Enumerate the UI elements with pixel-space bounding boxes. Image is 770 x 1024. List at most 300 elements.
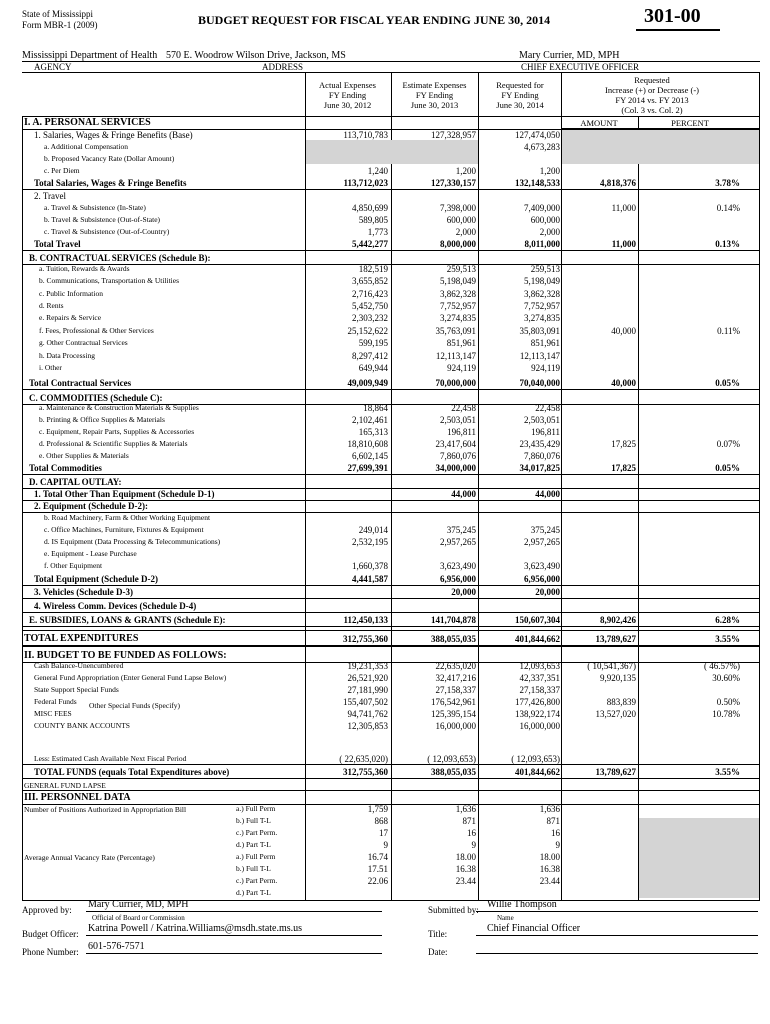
actual-cell[interactable]: 165,313 <box>358 427 388 437</box>
col-estimate-head: Estimate Expenses FY Ending June 30, 2013 <box>402 80 467 110</box>
row-label: Total Salaries, Wages & Fringe Benefits <box>34 178 187 188</box>
actual-cell[interactable]: 4,850,699 <box>352 203 388 213</box>
change-percent-cell[interactable]: 6.28% <box>715 615 740 625</box>
estimate-cell[interactable]: 7,398,000 <box>440 203 476 213</box>
estimate-cell[interactable]: 22,458 <box>451 403 476 413</box>
date-label: Date: <box>428 947 448 957</box>
row-label: Federal Funds <box>34 697 77 706</box>
submitted-by-value[interactable]: Willie Thompson <box>487 899 557 910</box>
change-percent-cell[interactable]: 3.55% <box>715 767 740 777</box>
page-title: BUDGET REQUEST FOR FISCAL YEAR ENDING JUNE 30, 2014 <box>198 13 551 27</box>
row-label: e. Repairs & Service <box>39 313 102 322</box>
actual-cell[interactable]: 155,407,502 <box>343 697 388 707</box>
table-row <box>0 238 770 250</box>
table-row <box>0 573 770 585</box>
personnel-sub-label: a.) Full Perm <box>236 804 276 813</box>
actual-cell[interactable]: 22.06 <box>367 876 388 886</box>
estimate-cell[interactable]: 32,417,216 <box>435 673 476 683</box>
table-row <box>0 337 770 349</box>
requested-cell[interactable]: 23,435,429 <box>519 439 560 449</box>
row-label: c. Equipment, Repair Parts, Supplies & Accessories <box>39 427 195 436</box>
row-label: c. Public Information <box>39 289 103 298</box>
estimate-cell[interactable]: 70,000,000 <box>435 378 476 388</box>
row-label: COUNTY BANK ACCOUNTS <box>34 721 130 730</box>
estimate-cell[interactable]: 600,000 <box>446 215 476 225</box>
change-percent-cell[interactable]: 10.78% <box>712 709 740 719</box>
estimate-cell[interactable]: 9 <box>471 840 476 850</box>
col-percent-head: PERCENT <box>671 118 709 128</box>
table-row <box>0 586 770 598</box>
table-row <box>0 288 770 300</box>
actual-cell[interactable]: 49,009,949 <box>347 378 388 388</box>
actual-cell[interactable]: 16.74 <box>367 852 388 862</box>
estimate-cell[interactable]: 16,000,000 <box>435 721 476 731</box>
requested-cell[interactable]: 5,198,049 <box>524 276 560 286</box>
requested-cell[interactable]: 12,113,147 <box>519 351 560 361</box>
change-amount-cell[interactable]: 13,789,627 <box>595 767 636 777</box>
table-row <box>0 275 770 287</box>
row-label: GENERAL FUND LAPSE <box>24 781 106 790</box>
vacancy-label: Average Annual Vacancy Rate (Percentage) <box>24 853 155 862</box>
table-row <box>0 536 770 548</box>
row-label: a. Travel & Subsistence (In-State) <box>44 203 146 212</box>
row-label: e. Equipment - Lease Purchase <box>44 549 137 558</box>
requested-cell[interactable]: 150,607,304 <box>515 615 560 625</box>
row-label: i. Other <box>39 363 62 372</box>
requested-cell[interactable]: 2,503,051 <box>524 415 560 425</box>
actual-cell[interactable]: 112,450,133 <box>343 615 388 625</box>
row-label: h. Data Processing <box>39 351 96 360</box>
estimate-cell[interactable]: 18.00 <box>455 852 476 862</box>
actual-cell[interactable]: 312,755,360 <box>343 634 388 644</box>
table-row <box>0 141 770 153</box>
change-amount-cell[interactable]: 11,000 <box>611 203 636 213</box>
estimate-cell[interactable]: 176,542,961 <box>431 697 476 707</box>
actual-cell[interactable]: 12,305,853 <box>347 721 388 731</box>
row-label: 3. Vehicles (Schedule D-3) <box>34 587 133 597</box>
row-label: Total Travel <box>34 239 81 249</box>
actual-cell[interactable]: 94,741,762 <box>347 709 388 719</box>
requested-cell[interactable]: 871 <box>546 816 560 826</box>
requested-cell[interactable]: 7,752,957 <box>524 301 560 311</box>
state-label: State of Mississippi <box>22 9 94 19</box>
actual-cell[interactable]: 868 <box>374 816 388 826</box>
col-amount-head: AMOUNT <box>580 118 618 128</box>
table-row <box>0 438 770 450</box>
estimate-cell[interactable]: 3,862,328 <box>440 289 476 299</box>
table-row <box>0 325 770 337</box>
other-special-funds-label: Other Special Funds (Specify) <box>89 701 181 710</box>
table-row <box>0 414 770 426</box>
row-label: III. PERSONNEL DATA <box>24 792 131 803</box>
change-amount-cell[interactable]: 17,825 <box>611 463 636 473</box>
row-label: 4. Wireless Comm. Devices (Schedule D-4) <box>34 601 197 611</box>
actual-cell[interactable]: 2,102,461 <box>352 415 388 425</box>
personnel-sub-label: b.) Full T-L <box>236 864 271 873</box>
actual-cell[interactable]: 312,755,360 <box>343 767 388 777</box>
row-label: TOTAL EXPENDITURES <box>24 633 139 644</box>
table-row <box>0 476 770 488</box>
requested-cell[interactable]: ( 12,093,653) <box>511 754 560 764</box>
change-percent-cell[interactable]: 0.05% <box>715 378 740 388</box>
requested-cell[interactable]: 3,623,490 <box>524 561 560 571</box>
personnel-sub-label: c.) Part Perm. <box>236 876 278 885</box>
change-amount-cell[interactable]: 40,000 <box>611 378 636 388</box>
col-change-head: Requested Increase (+) or Decrease (-) FY 2014 vs. FY 2013 (Col. 3 vs. Col. 2) <box>605 75 699 115</box>
requested-cell[interactable]: 177,426,800 <box>515 697 560 707</box>
estimate-cell[interactable]: 375,245 <box>446 525 476 535</box>
actual-cell[interactable]: 27,181,990 <box>347 685 388 695</box>
row-label: B. CONTRACTUAL SERVICES (Schedule B): <box>29 253 211 263</box>
estimate-cell[interactable]: 127,330,157 <box>431 178 476 188</box>
row-label: f. Fees, Professional & Other Services <box>39 326 154 335</box>
estimate-cell[interactable]: 8,000,000 <box>440 239 476 249</box>
requested-cell[interactable]: 1,636 <box>539 804 560 814</box>
actual-cell[interactable]: 589,805 <box>358 215 388 225</box>
row-label: Less: Estimated Cash Available Next Fiscal Period <box>34 754 187 763</box>
requested-cell[interactable]: 127,474,050 <box>515 130 560 140</box>
phone-value[interactable]: 601-576-7571 <box>88 941 145 952</box>
actual-cell[interactable]: 9 <box>383 840 388 850</box>
actual-cell[interactable]: 5,452,750 <box>352 301 388 311</box>
requested-cell[interactable]: 4,673,283 <box>524 142 560 152</box>
actual-cell[interactable]: 18,810,608 <box>347 439 388 449</box>
row-label: g. Other Contractual Services <box>39 338 128 347</box>
row-label: b. Travel & Subsistence (Out-of-State) <box>44 215 161 224</box>
change-amount-cell[interactable]: 13,527,020 <box>595 709 636 719</box>
approved-by-value[interactable]: Mary Currier, MD, MPH <box>88 899 189 910</box>
requested-cell[interactable]: 42,337,351 <box>519 673 560 683</box>
row-label: b. Communications, Transportation & Utilities <box>39 276 180 285</box>
col-actual-head: Actual Expenses FY Ending June 30, 2012 <box>319 80 376 110</box>
actual-cell[interactable]: 249,014 <box>358 525 388 535</box>
estimate-cell[interactable]: 871 <box>462 816 476 826</box>
row-label: D. CAPITAL OUTLAY: <box>29 477 122 487</box>
form-number: 301-00 <box>644 5 701 27</box>
change-percent-cell[interactable]: 0.50% <box>716 697 740 707</box>
estimate-cell[interactable]: 20,000 <box>451 587 476 597</box>
personnel-sub-label: d.) Part T-L <box>236 888 271 897</box>
row-label: Total Equipment (Schedule D-2) <box>34 574 158 584</box>
change-percent-cell[interactable]: 3.55% <box>715 634 740 644</box>
actual-cell[interactable]: 8,297,412 <box>352 351 388 361</box>
change-amount-cell[interactable]: 11,000 <box>611 239 636 249</box>
requested-cell[interactable]: 34,017,825 <box>519 463 560 473</box>
estimate-cell[interactable]: 5,198,049 <box>440 276 476 286</box>
actual-cell[interactable]: 2,716,423 <box>352 289 388 299</box>
table-row <box>0 117 770 129</box>
table-row <box>0 524 770 536</box>
personnel-sub-label: a.) Full Perm <box>236 852 276 861</box>
requested-cell[interactable]: 23.44 <box>539 876 560 886</box>
row-label: 2. Travel <box>34 191 67 201</box>
requested-cell[interactable]: 44,000 <box>535 489 560 499</box>
table-row <box>0 766 770 778</box>
requested-cell[interactable]: 3,274,835 <box>524 313 560 323</box>
row-label: e. Other Supplies & Materials <box>39 451 129 460</box>
requested-cell[interactable]: 132,148,533 <box>515 178 560 188</box>
actual-cell[interactable]: 6,602,145 <box>352 451 388 461</box>
actual-cell[interactable]: 649,944 <box>358 363 388 373</box>
requested-cell[interactable]: 851,961 <box>530 338 560 348</box>
requested-cell[interactable]: 259,513 <box>530 264 560 274</box>
actual-cell[interactable]: 25,152,622 <box>347 326 388 336</box>
requested-cell[interactable]: 12,093,653 <box>519 661 560 671</box>
estimate-cell[interactable]: 127,328,957 <box>431 130 476 140</box>
table-row <box>0 512 770 524</box>
change-amount-cell[interactable]: 13,789,627 <box>595 634 636 644</box>
estimate-cell[interactable]: 7,752,957 <box>440 301 476 311</box>
requested-cell[interactable]: 6,956,000 <box>524 574 560 584</box>
row-label: Total Contractual Services <box>29 378 132 388</box>
requested-cell[interactable]: 600,000 <box>530 215 560 225</box>
table-row <box>0 462 770 474</box>
actual-cell[interactable]: 2,303,232 <box>352 313 388 323</box>
estimate-cell[interactable]: 1,636 <box>455 804 476 814</box>
table-row <box>0 165 770 177</box>
row-label: MISC FEES <box>34 709 72 718</box>
requested-cell[interactable]: 70,040,000 <box>519 378 560 388</box>
estimate-cell[interactable]: 924,119 <box>447 363 476 373</box>
change-amount-cell[interactable]: 883,839 <box>606 697 636 707</box>
personnel-sub-label: c.) Part Perm. <box>236 828 278 837</box>
requested-cell[interactable]: 2,957,265 <box>524 537 560 547</box>
actual-cell[interactable]: 17.51 <box>367 864 388 874</box>
table-row <box>0 402 770 414</box>
table-row <box>0 426 770 438</box>
row-label: C. COMMODITIES (Schedule C): <box>29 393 163 403</box>
change-amount-cell[interactable]: 8,902,426 <box>600 615 636 625</box>
estimate-cell[interactable]: ( 12,093,653) <box>427 754 476 764</box>
table-row <box>0 450 770 462</box>
row-label: II. BUDGET TO BE FUNDED AS FOLLOWS: <box>24 650 227 661</box>
table-row <box>0 633 770 645</box>
official-label: Official of Board or Commission <box>92 914 185 922</box>
actual-cell[interactable]: 2,532,195 <box>352 537 388 547</box>
estimate-cell[interactable]: 3,274,835 <box>440 313 476 323</box>
requested-cell[interactable]: 16 <box>551 828 560 838</box>
change-amount-cell[interactable]: 17,825 <box>611 439 636 449</box>
estimate-cell[interactable]: 2,503,051 <box>440 415 476 425</box>
row-label: c. Per Diem <box>44 166 80 175</box>
table-row <box>0 548 770 560</box>
estimate-cell[interactable]: 27,158,337 <box>435 685 476 695</box>
estimate-cell[interactable]: 851,961 <box>446 338 476 348</box>
estimate-cell[interactable]: 34,000,000 <box>435 463 476 473</box>
table-row <box>0 177 770 189</box>
estimate-cell[interactable]: 44,000 <box>451 489 476 499</box>
table-row <box>0 720 770 732</box>
name-label: Name <box>497 914 514 922</box>
table-row <box>0 660 770 672</box>
change-amount-cell[interactable]: 9,920,135 <box>600 673 636 683</box>
row-label: I. A. PERSONAL SERVICES <box>24 117 151 128</box>
row-label: a. Tuition, Rewards & Awards <box>39 264 130 273</box>
row-label: TOTAL FUNDS (equals Total Expenditures above) <box>34 767 230 777</box>
requested-cell[interactable]: 196,811 <box>531 427 560 437</box>
row-label: E. SUBSIDIES, LOANS & GRANTS (Schedule E): <box>29 615 226 625</box>
table-row <box>0 153 770 165</box>
actual-cell[interactable]: 27,699,391 <box>347 463 388 473</box>
agency-name: Mississippi Department of Health <box>22 50 158 61</box>
requested-cell[interactable]: 401,844,662 <box>515 767 560 777</box>
table-row <box>0 500 770 512</box>
row-label: b. Printing & Office Supplies & Materials <box>39 415 165 424</box>
table-row <box>0 202 770 214</box>
requested-cell[interactable]: 1,200 <box>539 166 560 176</box>
estimate-cell[interactable]: 196,811 <box>447 427 476 437</box>
change-percent-cell[interactable]: 0.13% <box>715 239 740 249</box>
agency-label: AGENCY <box>34 62 72 72</box>
requested-cell[interactable]: 7,409,000 <box>524 203 560 213</box>
row-label: General Fund Appropriation (Enter General Fund Lapse Below) <box>34 673 227 682</box>
address-label: ADDRESS <box>262 62 304 72</box>
requested-cell[interactable]: 20,000 <box>535 587 560 597</box>
change-percent-cell[interactable]: 0.11% <box>717 326 740 336</box>
actual-cell[interactable]: 1,660,378 <box>352 561 388 571</box>
table-row <box>0 300 770 312</box>
row-label: 1. Salaries, Wages & Fringe Benefits (Base) <box>34 130 193 140</box>
row-label: a. Maintenance & Construction Materials & Supplies <box>39 403 199 412</box>
actual-cell[interactable]: 182,519 <box>358 264 388 274</box>
requested-cell[interactable]: 3,862,328 <box>524 289 560 299</box>
estimate-cell[interactable]: 6,956,000 <box>440 574 476 584</box>
requested-cell[interactable]: 2,000 <box>539 227 560 237</box>
table-row <box>0 312 770 324</box>
table-row <box>0 350 770 362</box>
estimate-cell[interactable]: 2,957,265 <box>440 537 476 547</box>
estimate-cell[interactable]: 125,395,154 <box>431 709 476 719</box>
estimate-cell[interactable]: 16.38 <box>455 864 476 874</box>
requested-cell[interactable]: 18.00 <box>539 852 560 862</box>
col-requested-head: Requested for FY Ending June 30, 2014 <box>496 80 544 110</box>
change-percent-cell[interactable]: 0.07% <box>716 439 740 449</box>
title-label: Title: <box>428 929 448 939</box>
actual-cell[interactable]: 5,442,277 <box>352 239 388 249</box>
row-label: Cash Balance-Unencumbered <box>34 661 124 670</box>
requested-cell[interactable]: 7,860,076 <box>524 451 560 461</box>
positions-label: Number of Positions Authorized in Appropriation Bill <box>24 805 187 814</box>
requested-cell[interactable]: 22,458 <box>535 403 560 413</box>
estimate-cell[interactable]: 7,860,076 <box>440 451 476 461</box>
table-row <box>0 190 770 202</box>
actual-cell[interactable]: 1,773 <box>367 227 388 237</box>
title-value[interactable]: Chief Financial Officer <box>487 923 581 934</box>
actual-cell[interactable]: ( 22,635,020) <box>339 754 388 764</box>
budget-officer-label: Budget Officer: <box>22 929 79 939</box>
table-row <box>0 488 770 500</box>
row-label: Total Commodities <box>29 463 102 473</box>
requested-cell[interactable]: 138,922,174 <box>515 709 560 719</box>
row-label: 1. Total Other Than Equipment (Schedule D-1) <box>34 489 215 499</box>
estimate-cell[interactable]: 23,417,604 <box>435 439 476 449</box>
estimate-cell[interactable]: 23.44 <box>455 876 476 886</box>
table-row <box>0 129 770 141</box>
requested-cell[interactable]: 375,245 <box>530 525 560 535</box>
change-percent-cell[interactable]: ( 46.57%) <box>704 661 740 671</box>
row-label: c. Office Machines, Furniture, Fixtures & Equipment <box>44 525 204 534</box>
table-row <box>0 362 770 374</box>
actual-cell[interactable]: 1,759 <box>367 804 388 814</box>
table-row <box>0 672 770 684</box>
table-row <box>0 684 770 696</box>
table-row <box>0 614 770 626</box>
table-row <box>0 600 770 612</box>
form-label: Form MBR-1 (2009) <box>22 20 98 30</box>
ceo-label: CHIEF EXECUTIVE OFFICER <box>521 62 640 72</box>
actual-cell[interactable]: 113,710,783 <box>343 130 388 140</box>
change-amount-cell[interactable]: 40,000 <box>611 326 636 336</box>
agency-address: 570 E. Woodrow Wilson Drive, Jackson, MS <box>166 50 346 61</box>
row-label: 2. Equipment (Schedule D-2): <box>34 501 149 511</box>
estimate-cell[interactable]: 259,513 <box>446 264 476 274</box>
estimate-cell[interactable]: 2,000 <box>455 227 476 237</box>
requested-cell[interactable]: 401,844,662 <box>515 634 560 644</box>
estimate-cell[interactable]: 388,055,035 <box>431 634 476 644</box>
row-label: a. Additional Compensation <box>44 142 128 151</box>
row-label: f. Other Equipment <box>44 561 103 570</box>
table-row <box>0 792 770 804</box>
requested-cell[interactable]: 9 <box>555 840 560 850</box>
estimate-cell[interactable]: 22,635,020 <box>435 661 476 671</box>
actual-cell[interactable]: 1,240 <box>367 166 388 176</box>
row-label: b. Road Machinery, Farm & Other Working Equipment <box>44 513 211 522</box>
change-percent-cell[interactable]: 30.60% <box>712 673 740 683</box>
row-label: d. Rents <box>39 301 64 310</box>
requested-cell[interactable]: 27,158,337 <box>519 685 560 695</box>
personnel-sub-label: d.) Part T-L <box>236 840 271 849</box>
table-row <box>0 560 770 572</box>
requested-cell[interactable]: 16,000,000 <box>519 721 560 731</box>
estimate-cell[interactable]: 12,113,147 <box>435 351 476 361</box>
estimate-cell[interactable]: 35,763,091 <box>435 326 476 336</box>
requested-cell[interactable]: 35,803,091 <box>519 326 560 336</box>
actual-cell[interactable]: 19,231,353 <box>347 661 388 671</box>
table-row <box>0 263 770 275</box>
change-percent-cell[interactable]: 0.14% <box>716 203 740 213</box>
requested-cell[interactable]: 8,011,000 <box>524 239 560 249</box>
actual-cell[interactable]: 3,655,852 <box>352 276 388 286</box>
estimate-cell[interactable]: 141,704,878 <box>431 615 476 625</box>
actual-cell[interactable]: 4,441,587 <box>352 574 388 584</box>
ceo-name: Mary Currier, MD, MPH <box>519 50 620 61</box>
submitted-by-label: Submitted by: <box>428 905 479 915</box>
phone-label: Phone Number: <box>22 947 79 957</box>
estimate-cell[interactable]: 1,200 <box>455 166 476 176</box>
row-label: b. Proposed Vacancy Rate (Dollar Amount) <box>44 154 175 163</box>
requested-cell[interactable]: 924,119 <box>531 363 560 373</box>
actual-cell[interactable]: 17 <box>379 828 388 838</box>
change-percent-cell[interactable]: 3.78% <box>715 178 740 188</box>
change-amount-cell[interactable]: 4,818,376 <box>600 178 636 188</box>
personnel-sub-label: b.) Full T-L <box>236 816 271 825</box>
actual-cell[interactable]: 599,195 <box>358 338 388 348</box>
table-row <box>0 214 770 226</box>
row-label: c. Travel & Subsistence (Out-of-Country) <box>44 227 170 236</box>
actual-cell[interactable]: 113,712,023 <box>343 178 388 188</box>
estimate-cell[interactable]: 3,623,490 <box>440 561 476 571</box>
row-label: d. Professional & Scientific Supplies & Materials <box>39 439 188 448</box>
change-amount-cell[interactable]: ( 10,541,367) <box>587 661 636 671</box>
row-label: State Support Special Funds <box>34 685 119 694</box>
estimate-cell[interactable]: 388,055,035 <box>431 767 476 777</box>
change-percent-cell[interactable]: 0.05% <box>715 463 740 473</box>
budget-officer-value[interactable]: Katrina Powell / Katrina.Williams@msdh.state.ms.us <box>88 923 303 934</box>
estimate-cell[interactable]: 16 <box>467 828 476 838</box>
actual-cell[interactable]: 18,864 <box>363 403 388 413</box>
actual-cell[interactable]: 26,521,920 <box>347 673 388 683</box>
requested-cell[interactable]: 16.38 <box>539 864 560 874</box>
